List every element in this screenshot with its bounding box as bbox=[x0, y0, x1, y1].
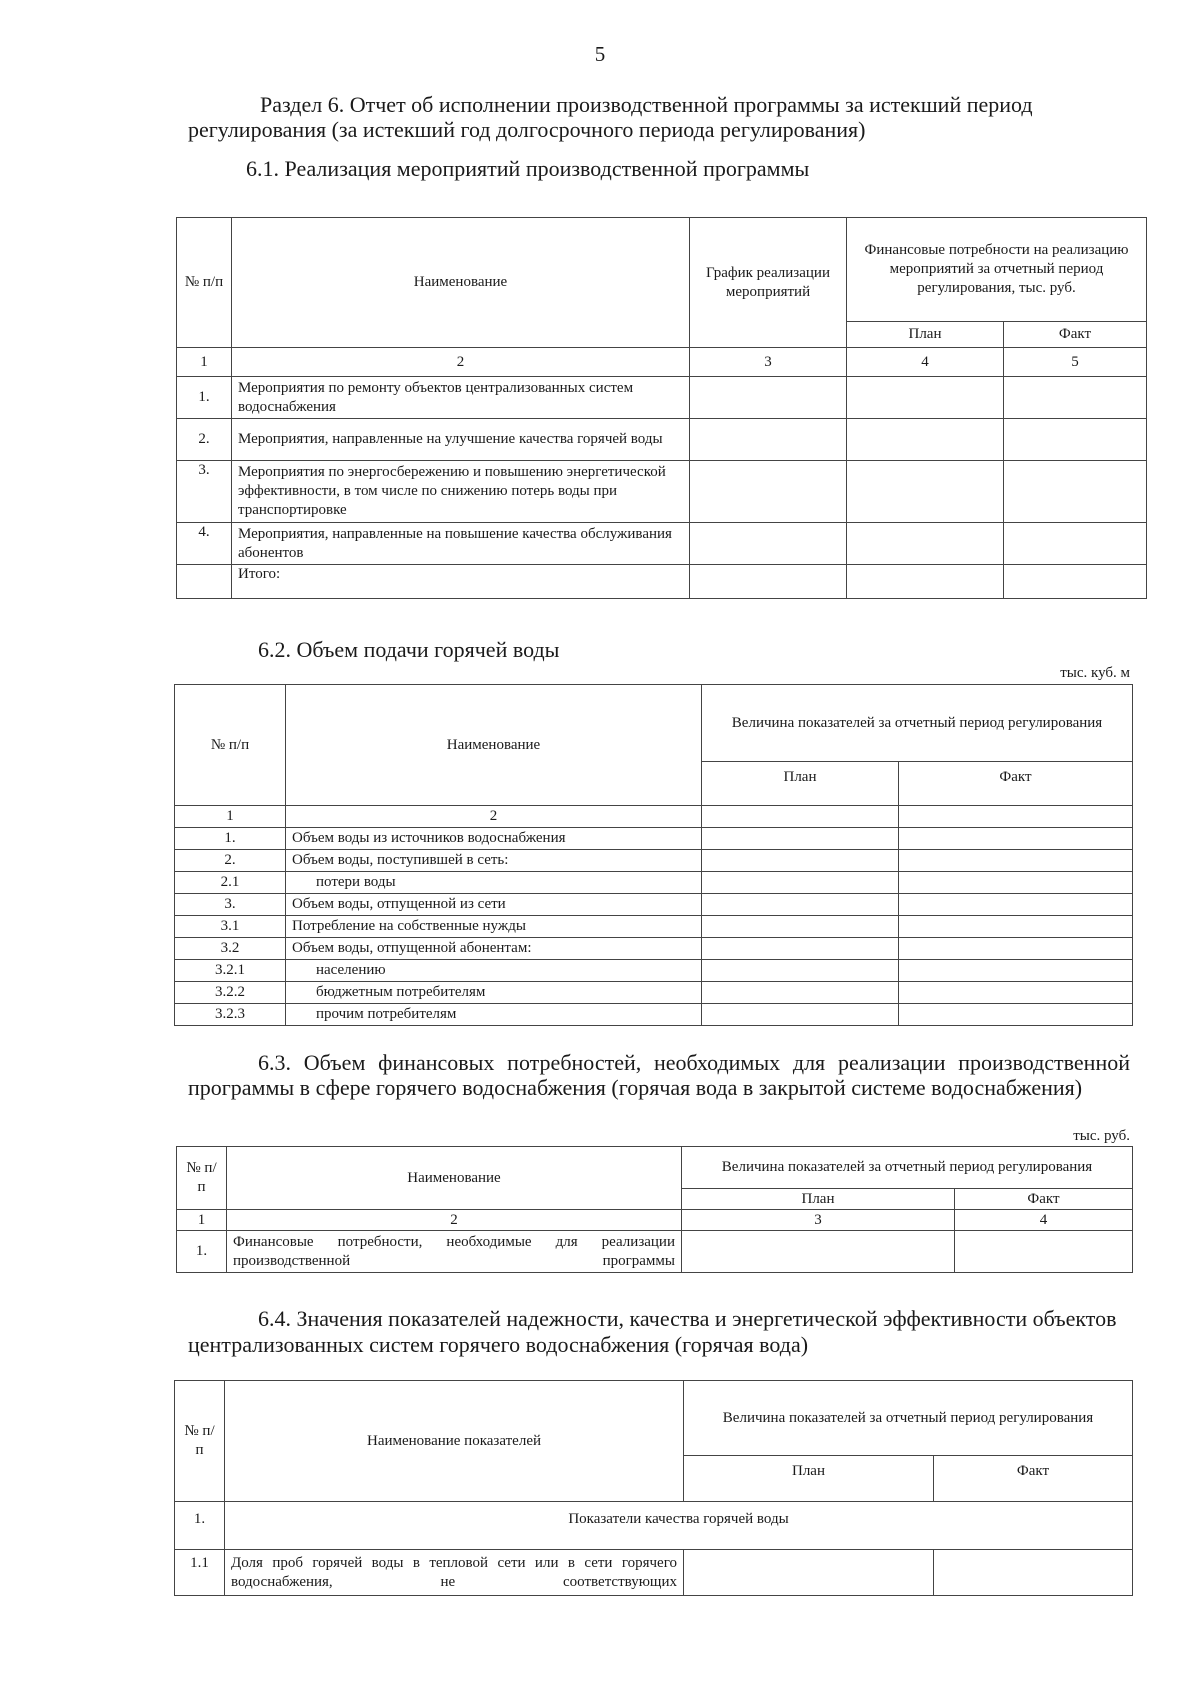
s63-number: 6.3. bbox=[258, 1050, 291, 1075]
table-row bbox=[175, 894, 1133, 916]
table-group-row bbox=[175, 1502, 1133, 1550]
cell-fact bbox=[899, 806, 1133, 828]
s63-title bbox=[188, 1050, 1130, 1100]
table-row bbox=[175, 1550, 1133, 1596]
row-name: Потребление на собственные нужды bbox=[286, 916, 702, 938]
table-row bbox=[175, 916, 1133, 938]
cell-fact bbox=[899, 938, 1133, 960]
cell-fact bbox=[899, 872, 1133, 894]
s61-number: 6.1. bbox=[246, 156, 279, 181]
header-values: Величина показателей за отчетный период регулирования bbox=[684, 1381, 1133, 1456]
section-text: Отчет об исполнении производственной программы за истекший период регулирования (за истекший год долгосрочного периода регулирования) bbox=[188, 92, 1033, 142]
s62-title bbox=[258, 637, 559, 663]
cell-fact bbox=[899, 828, 1133, 850]
row-number: 2. bbox=[175, 850, 286, 872]
cell-fact bbox=[1004, 461, 1147, 523]
colnum: 5 bbox=[1004, 348, 1147, 377]
row-number: 1. bbox=[177, 377, 232, 419]
cell-plan bbox=[702, 806, 899, 828]
header-values: Величина показателей за отчетный период регулирования bbox=[682, 1147, 1133, 1189]
table-row bbox=[175, 828, 1133, 850]
s62-title-text: Объем подачи горячей воды bbox=[291, 637, 560, 662]
cell-fact bbox=[1004, 565, 1147, 599]
cell-plan bbox=[702, 850, 899, 872]
s62-unit: тыс. куб. м bbox=[1060, 665, 1130, 681]
section-heading bbox=[188, 92, 1138, 142]
row-number: 3. bbox=[175, 894, 286, 916]
row-name: Мероприятия по ремонту объектов централизованных систем водоснабжения bbox=[232, 377, 690, 419]
row-name: потери воды bbox=[286, 872, 702, 894]
colnum: 2 bbox=[227, 1210, 682, 1231]
header-name: Наименование bbox=[286, 685, 702, 806]
row-name: Объем воды, отпущенной из сети bbox=[286, 894, 702, 916]
cell-plan bbox=[702, 960, 899, 982]
s61-title-text: Реализация мероприятий производственной программы bbox=[279, 156, 810, 181]
cell-fact bbox=[899, 1004, 1133, 1026]
cell-plan bbox=[702, 938, 899, 960]
row-name: Мероприятия, направленные на улучшение качества горячей воды bbox=[232, 419, 690, 461]
s64-number: 6.4. bbox=[258, 1306, 291, 1331]
row-name: бюджетным потребителям bbox=[286, 982, 702, 1004]
header-name: Наименование bbox=[227, 1147, 682, 1210]
page-number: 5 bbox=[594, 42, 606, 66]
table-row bbox=[175, 982, 1133, 1004]
table-row bbox=[177, 461, 1147, 523]
cell-plan bbox=[702, 828, 899, 850]
colnum: 2 bbox=[286, 806, 702, 828]
row-number: 3.2.3 bbox=[175, 1004, 286, 1026]
s64-title-text: Значения показателей надежности, качества и энергетической эффективности объектов централизованных систем горячего водоснабжения (горячая вода) bbox=[188, 1306, 1117, 1357]
row-name: Объем воды, поступившей в сеть: bbox=[286, 850, 702, 872]
colnum: 1 bbox=[175, 806, 286, 828]
s64-title bbox=[188, 1306, 1130, 1358]
colnum: 1 bbox=[177, 1210, 227, 1231]
cell-plan bbox=[847, 523, 1004, 565]
cell-fact bbox=[1004, 377, 1147, 419]
cell-schedule bbox=[690, 461, 847, 523]
cell-schedule bbox=[690, 419, 847, 461]
header-no: № п/п bbox=[177, 1147, 227, 1210]
row-number: 3.2.2 bbox=[175, 982, 286, 1004]
header-schedule: График реализации мероприятий bbox=[690, 218, 847, 348]
cell-plan bbox=[702, 1004, 899, 1026]
cell-fact bbox=[1004, 523, 1147, 565]
row-name: Итого: bbox=[232, 565, 690, 599]
cell-schedule bbox=[690, 565, 847, 599]
table-row-total bbox=[177, 565, 1147, 599]
header-no: № п/п bbox=[175, 1381, 225, 1502]
row-name: Мероприятия, направленные на повышение качества обслуживания абонентов bbox=[232, 523, 690, 565]
table-row bbox=[177, 1231, 1133, 1273]
cell-plan bbox=[682, 1231, 955, 1273]
s63-unit: тыс. руб. bbox=[1073, 1128, 1130, 1144]
cell-plan bbox=[702, 872, 899, 894]
header-no: № п/п bbox=[177, 218, 232, 348]
s63-title-text: Объем финансовых потребностей, необходимых для реализации производственной программы в сфере горячего водоснабжения (горячая вода в закрытой системе водоснабжения) bbox=[188, 1050, 1130, 1100]
header-fact: Факт bbox=[1004, 322, 1147, 348]
cell-plan bbox=[847, 565, 1004, 599]
table-row bbox=[177, 419, 1147, 461]
group-number: 1. bbox=[175, 1502, 225, 1550]
row-number: 1.1 bbox=[175, 1550, 225, 1596]
cell-fact bbox=[955, 1231, 1133, 1273]
row-number: 3. bbox=[177, 461, 232, 523]
row-number: 1. bbox=[175, 828, 286, 850]
row-name: Мероприятия по энергосбережению и повышению энергетической эффективности, в том числе по снижению потерь воды при транспортировке bbox=[232, 461, 690, 523]
cell-fact bbox=[899, 850, 1133, 872]
table-row bbox=[177, 523, 1147, 565]
cell-plan bbox=[684, 1550, 934, 1596]
header-name: Наименование bbox=[232, 218, 690, 348]
row-name: населению bbox=[286, 960, 702, 982]
cell-fact bbox=[899, 982, 1133, 1004]
row-number: 3.2 bbox=[175, 938, 286, 960]
row-name: Доля проб горячей воды в тепловой сети или в сети горячего водоснабжения, не соответствующих bbox=[225, 1550, 684, 1596]
table-row bbox=[175, 1004, 1133, 1026]
header-plan: План bbox=[684, 1456, 934, 1502]
table-row bbox=[177, 377, 1147, 419]
cell-schedule bbox=[690, 377, 847, 419]
header-values: Величина показателей за отчетный период регулирования bbox=[702, 685, 1133, 762]
row-name: прочим потребителям bbox=[286, 1004, 702, 1026]
table-row bbox=[175, 960, 1133, 982]
colnum: 4 bbox=[955, 1210, 1133, 1231]
cell-fact bbox=[899, 960, 1133, 982]
cell-fact bbox=[899, 916, 1133, 938]
header-finance: Финансовые потребности на реализацию мероприятий за отчетный период регулирования, тыс. руб. bbox=[847, 218, 1147, 322]
table-row bbox=[175, 872, 1133, 894]
cell-schedule bbox=[690, 523, 847, 565]
row-number: 3.2.1 bbox=[175, 960, 286, 982]
cell-plan bbox=[702, 894, 899, 916]
s62-number: 6.2. bbox=[258, 637, 291, 662]
header-no: № п/п bbox=[175, 685, 286, 806]
row-number bbox=[177, 565, 232, 599]
cell-plan bbox=[702, 982, 899, 1004]
cell-plan bbox=[847, 461, 1004, 523]
table-6-2 bbox=[174, 684, 1133, 1026]
cell-plan bbox=[702, 916, 899, 938]
cell-plan bbox=[847, 419, 1004, 461]
row-number: 3.1 bbox=[175, 916, 286, 938]
group-name: Показатели качества горячей воды bbox=[225, 1502, 1133, 1550]
row-name: Финансовые потребности, необходимые для реализации производственной программы bbox=[227, 1231, 682, 1273]
s61-title bbox=[246, 156, 809, 182]
table-row bbox=[175, 850, 1133, 872]
header-fact: Факт bbox=[955, 1189, 1133, 1210]
cell-plan bbox=[847, 377, 1004, 419]
header-plan: План bbox=[847, 322, 1004, 348]
table-6-1 bbox=[176, 217, 1147, 599]
header-fact: Факт bbox=[934, 1456, 1133, 1502]
section-label: Раздел 6. bbox=[260, 92, 345, 117]
colnum: 2 bbox=[232, 348, 690, 377]
cell-fact bbox=[899, 894, 1133, 916]
row-name: Объем воды, отпущенной абонентам: bbox=[286, 938, 702, 960]
cell-fact bbox=[934, 1550, 1133, 1596]
cell-fact bbox=[1004, 419, 1147, 461]
header-plan: План bbox=[682, 1189, 955, 1210]
row-number: 1. bbox=[177, 1231, 227, 1273]
header-plan: План bbox=[702, 762, 899, 806]
header-name: Наименование показателей bbox=[225, 1381, 684, 1502]
table-row bbox=[175, 938, 1133, 960]
table-6-3 bbox=[176, 1146, 1133, 1273]
header-fact: Факт bbox=[899, 762, 1133, 806]
row-number: 4. bbox=[177, 523, 232, 565]
colnum: 3 bbox=[690, 348, 847, 377]
colnum: 4 bbox=[847, 348, 1004, 377]
table-6-4 bbox=[174, 1380, 1133, 1596]
colnum: 1 bbox=[177, 348, 232, 377]
row-number: 2.1 bbox=[175, 872, 286, 894]
row-name: Объем воды из источников водоснабжения bbox=[286, 828, 702, 850]
colnum: 3 bbox=[682, 1210, 955, 1231]
row-number: 2. bbox=[177, 419, 232, 461]
